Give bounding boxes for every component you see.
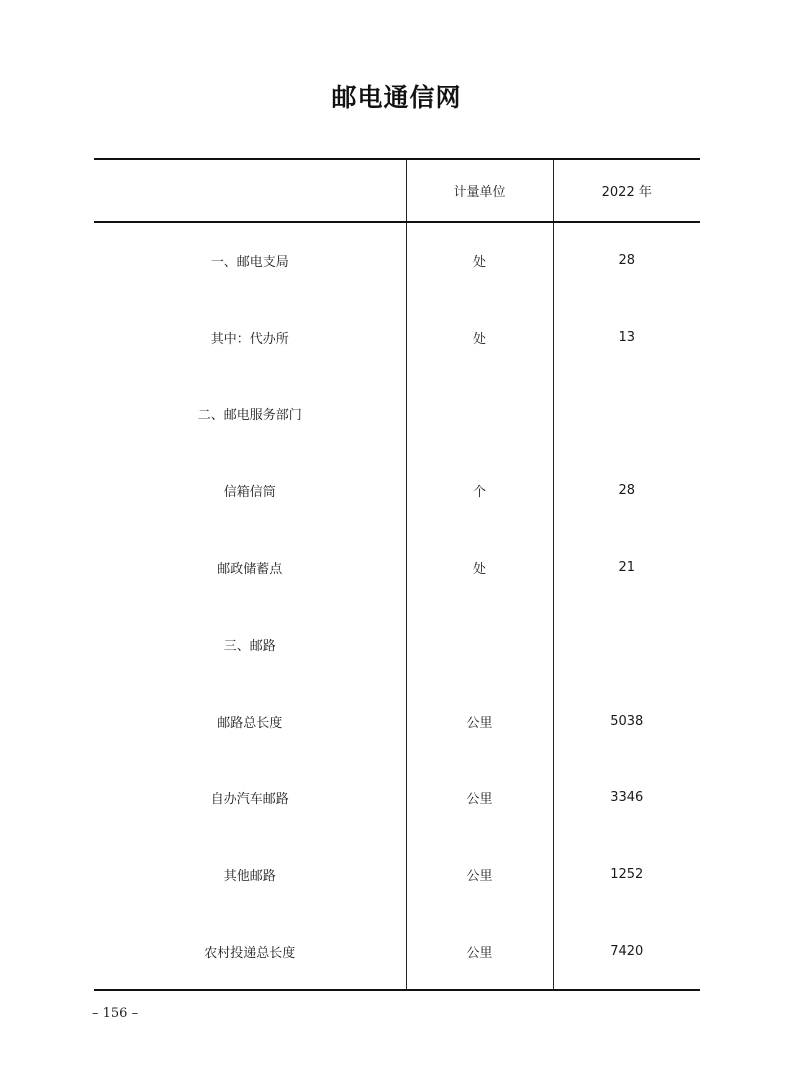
header-item xyxy=(94,159,406,222)
page-title: 邮电通信网 xyxy=(331,83,462,112)
table-row xyxy=(94,683,700,760)
table-row xyxy=(94,376,700,453)
row-unit: 公里 xyxy=(406,836,553,913)
row-value: 7420 xyxy=(553,913,700,990)
row-value: 13 xyxy=(553,299,700,376)
table-row xyxy=(94,299,700,376)
row-item: 邮政储蓄点 xyxy=(217,562,283,578)
row-value: 5038 xyxy=(553,683,700,760)
row-item: 其他邮路 xyxy=(223,869,276,885)
row-unit xyxy=(406,376,553,453)
row-unit: 处 xyxy=(406,222,553,299)
row-item: 二、邮电服务部门 xyxy=(197,408,302,424)
row-value xyxy=(553,376,700,453)
row-value xyxy=(553,606,700,683)
table-row xyxy=(94,606,700,683)
table-body xyxy=(94,222,700,990)
table-header-row xyxy=(94,159,700,222)
row-value: 21 xyxy=(553,529,700,606)
row-unit xyxy=(406,606,553,683)
row-value: 1252 xyxy=(553,836,700,913)
table-row xyxy=(94,913,700,990)
table-header xyxy=(94,159,700,222)
page-number: – 156 – xyxy=(92,1006,139,1021)
row-item: 信箱信筒 xyxy=(223,485,276,501)
row-unit: 个 xyxy=(406,452,553,529)
row-item: 邮路总长度 xyxy=(217,715,283,731)
row-value: 28 xyxy=(553,222,700,299)
row-item: 农村投递总长度 xyxy=(94,913,406,990)
statistics-table xyxy=(94,158,700,991)
row-item: 一、邮电支局 xyxy=(210,255,289,271)
row-value: 28 xyxy=(553,452,700,529)
table-row xyxy=(94,760,700,837)
row-unit: 公里 xyxy=(406,760,553,837)
table-row xyxy=(94,452,700,529)
row-unit: 公里 xyxy=(406,913,553,990)
header-unit: 计量单位 xyxy=(406,159,553,222)
table-row xyxy=(94,836,700,913)
row-item: 三、邮路 xyxy=(223,638,276,654)
table-row xyxy=(94,529,700,606)
header-year: 2022 年 xyxy=(553,159,700,222)
row-unit: 公里 xyxy=(406,683,553,760)
row-value: 3346 xyxy=(553,760,700,837)
row-item: 其中：代办所 xyxy=(210,331,289,347)
row-unit: 处 xyxy=(406,299,553,376)
table-row xyxy=(94,222,700,299)
row-unit: 处 xyxy=(406,529,553,606)
row-item: 自办汽车邮路 xyxy=(210,792,289,808)
